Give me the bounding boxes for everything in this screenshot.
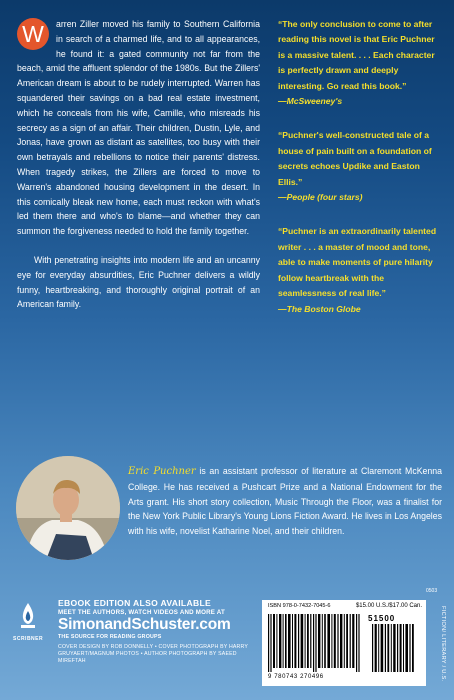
quote-attribution: —The Boston Globe xyxy=(278,303,361,314)
quote-text: “Puchner is an extraordinarily talented writer . . . a master of mood and tone, able to make moments of pure hilarity follow heartbreak with the seamlessness of real life.” xyxy=(278,226,437,299)
print-code: 0503 xyxy=(426,588,438,594)
publisher-logo xyxy=(13,600,43,642)
barcode-bars xyxy=(268,614,420,674)
ebook-subline: MEET THE AUTHORS, WATCH VIDEOS AND MORE AT xyxy=(58,609,225,616)
quote-people xyxy=(278,128,442,205)
price-addon-code: 51500 xyxy=(368,614,396,623)
author-bio xyxy=(16,464,442,556)
barcode-graphic xyxy=(268,614,420,676)
cover-credits: COVER DESIGN BY ROB DONNELLY • COVER PHOTOGRAPH BY HARRY GRUYAERT/MAGNUM PHOTOS • AUTHOR PHOTOGRAPH BY SAEED MIREFTAH xyxy=(58,644,248,664)
ebook-site: SimonandSchuster.com xyxy=(58,616,231,633)
ebook-heading: EBOOK EDITION ALSO AVAILABLE xyxy=(58,598,212,608)
publisher-name: SCRIBNER xyxy=(13,636,44,642)
author-name: Eric Puchner xyxy=(128,466,196,477)
quote-text: “The only conclusion to come to after reading this novel is that Eric Puchner is a massive talent. . . . Each character is perfectly drawn and deeply interesting. Go read this book.” xyxy=(278,19,435,91)
quote-attribution: —McSweeney's xyxy=(278,96,343,107)
quote-boston-globe xyxy=(278,224,442,316)
ebook-promo xyxy=(58,598,248,665)
review-quotes xyxy=(278,17,442,336)
isbn: ISBN 978-0-7432-7045-6 xyxy=(268,603,331,609)
barcode-panel xyxy=(262,600,426,686)
category-code: FICTION/ LITERARY / U.S. xyxy=(440,606,446,682)
synopsis-paragraph-2: With penetrating insights into modern life and an uncanny eye for everyday absurdities, Eric Puchner delivers a wildly funny, heartbreaking, and thoroughly original portrait of an American family. xyxy=(17,254,260,310)
quote-attribution: —People (four stars) xyxy=(278,192,363,203)
author-bio-text: is an assistant professor of literature at Claremont McKenna College. He has received a Pushcart Prize and a National Endowment for the Arts grant. His short story collection, Music Through the Floor, was a finalist for the New York Public Library's Young Lions Fiction Award. He lives in Los Angeles with his wife, novelist Katharine Noel, and their children. xyxy=(128,466,443,537)
drop-cap: W xyxy=(17,18,49,50)
synopsis xyxy=(17,17,260,312)
isbn-row xyxy=(262,600,426,609)
quote-mcsweeneys xyxy=(278,17,442,109)
synopsis-paragraph-1-text: arren Ziller moved his family to Southern California in search of a charmed life, and to all appearances, he found it: a gated community not far from the beach, amid the affluent splendor of the 1980s. But the Zillers' American dream is about to be rudely interrupted. Warren has squandered their savings on a bad real estate investment, which he conceals from his wife, Camille, who misreads his secrecy as a sign of an affair. Their children, Dustin, Lyle, and Jonas, have grown as distant as satellites, too busy with their own betrayals and rebellions to notice their parents' distress. When tragedy strikes, the Zillers are forced to move to Warren's abandoned housing development in the desert. In this comically bleak new home, each must reckon with what's led them there and who's to blame—and whether they can summon the forgiveness needed to hold the family together. xyxy=(17,19,260,237)
flame-icon xyxy=(13,600,43,630)
quote-text: “Puchner's well-constructed tale of a house of pain built on a foundation of secrets echoes Updike and Easton Ellis.” xyxy=(278,130,432,187)
price: $15.00 U.S./$17.00 Can. xyxy=(355,603,422,609)
synopsis-paragraph-1 xyxy=(17,17,260,239)
barcode-digits: 9 780743 270496 xyxy=(268,674,324,680)
ebook-tagline: THE SOURCE FOR READING GROUPS xyxy=(58,634,162,640)
